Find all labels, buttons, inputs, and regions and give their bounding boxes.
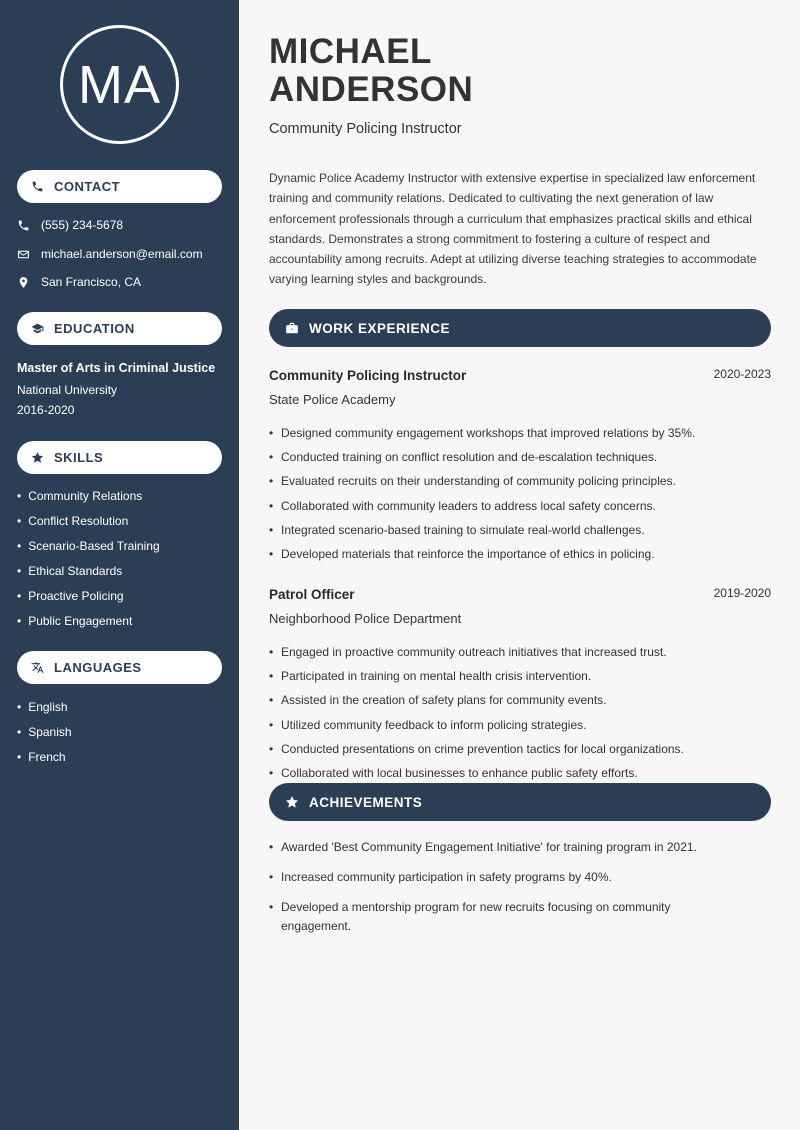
skill-item: • Conflict Resolution (17, 514, 160, 539)
name-line-first: MICHAEL (269, 32, 432, 71)
job-bullet: • Participated in training on mental health crisis intervention. (269, 669, 771, 693)
sidebar (0, 0, 239, 1130)
job-title: Patrol Officer (269, 587, 355, 602)
achievement-item: • Developed a mentorship program for new recruits focusing on community engagement. (269, 898, 709, 936)
job-bullet: • Evaluated recruits on their understanding of community policing principles. (269, 474, 771, 498)
achievement-item: • Increased community participation in safety programs by 40%. (269, 868, 709, 887)
skill-item: • Ethical Standards (17, 564, 160, 589)
achievements-heading-label: ACHIEVEMENTS (309, 794, 423, 810)
education-years: 2016-2020 (17, 403, 75, 417)
candidate-name (269, 33, 473, 109)
phone-text: (555) 234-5678 (41, 218, 124, 232)
job-dates: 2019-2020 (713, 586, 771, 600)
email-text: michael.anderson@email.com (41, 247, 203, 261)
job-bullet: • Collaborated with community leaders to address local safety concerns. (269, 499, 771, 523)
contact-email (17, 247, 203, 261)
school: National University (17, 383, 118, 397)
briefcase-icon (285, 321, 299, 335)
phone-icon (17, 219, 30, 232)
job-bullets (269, 426, 771, 571)
candidate-role: Community Policing Instructor (269, 121, 462, 137)
education-heading-label: EDUCATION (54, 321, 135, 336)
contact-heading-label: CONTACT (54, 179, 121, 194)
job-bullet: • Conducted presentations on crime prevention tactics for local organizations. (269, 742, 771, 766)
skill-item: • Community Relations (17, 489, 160, 514)
job-bullet: • Collaborated with local businesses to enhance public safety efforts. (269, 766, 771, 790)
languages-list (17, 700, 72, 775)
job-bullet: • Conducted training on conflict resolution and de-escalation techniques. (269, 450, 771, 474)
achievements-list (269, 838, 709, 947)
achievements-heading (269, 783, 771, 821)
skills-list (17, 489, 160, 639)
education-heading (17, 312, 222, 345)
translate-icon (31, 661, 44, 674)
job-bullets (269, 645, 771, 790)
location-icon (17, 276, 30, 289)
languages-heading (17, 651, 222, 684)
skill-item: • Public Engagement (17, 614, 160, 639)
name-line-last: ANDERSON (269, 70, 474, 109)
language-item: • Spanish (17, 725, 72, 750)
contact-phone (17, 218, 123, 232)
skill-item: • Proactive Policing (17, 589, 160, 614)
star-icon (285, 795, 299, 809)
achievement-item: • Awarded 'Best Community Engagement Initiative' for training program in 2021. (269, 838, 709, 857)
job-bullet: • Utilized community feedback to inform policing strategies. (269, 718, 771, 742)
star-icon (31, 451, 44, 464)
language-item: • French (17, 750, 72, 775)
degree: Master of Arts in Criminal Justice (17, 361, 216, 375)
job-bullet: • Assisted in the creation of safety plans for community events. (269, 693, 771, 717)
job-bullet: • Engaged in proactive community outreach initiatives that increased trust. (269, 645, 771, 669)
location-text: San Francisco, CA (41, 275, 142, 289)
job-bullet: • Integrated scenario-based training to simulate real-world challenges. (269, 523, 771, 547)
phone-icon (31, 180, 44, 193)
job-organization: State Police Academy (269, 392, 396, 407)
job-bullet: • Developed materials that reinforce the importance of ethics in policing. (269, 547, 771, 571)
email-icon (17, 248, 30, 261)
job-bullet: • Designed community engagement workshops that improved relations by 35%. (269, 426, 771, 450)
job-organization: Neighborhood Police Department (269, 611, 462, 626)
graduation-cap-icon (31, 322, 44, 335)
job-title: Community Policing Instructor (269, 368, 467, 383)
contact-location (17, 275, 141, 289)
language-item: • English (17, 700, 72, 725)
profile-summary: Dynamic Police Academy Instructor with extensive expertise in specialized law enforcement training and community relations. Dedicated to cultivating the next generation of law enforcement professionals through a curriculum that emphasizes practical skills and ethical standards. Demonstrates a strong commitment to fostering a culture of respect and accountability among recruits. Adept at utilizing diverse teaching strategies to accommodate varying learning styles and backgrounds. (269, 171, 757, 287)
skills-heading (17, 441, 222, 474)
skill-item: • Scenario-Based Training (17, 539, 160, 564)
job-dates: 2020-2023 (713, 367, 771, 381)
work-experience-heading-label: WORK EXPERIENCE (309, 320, 451, 336)
monogram-avatar: MA (60, 25, 179, 144)
contact-heading (17, 170, 222, 203)
skills-heading-label: SKILLS (54, 450, 104, 465)
languages-heading-label: LANGUAGES (54, 660, 142, 675)
work-experience-heading (269, 309, 771, 347)
